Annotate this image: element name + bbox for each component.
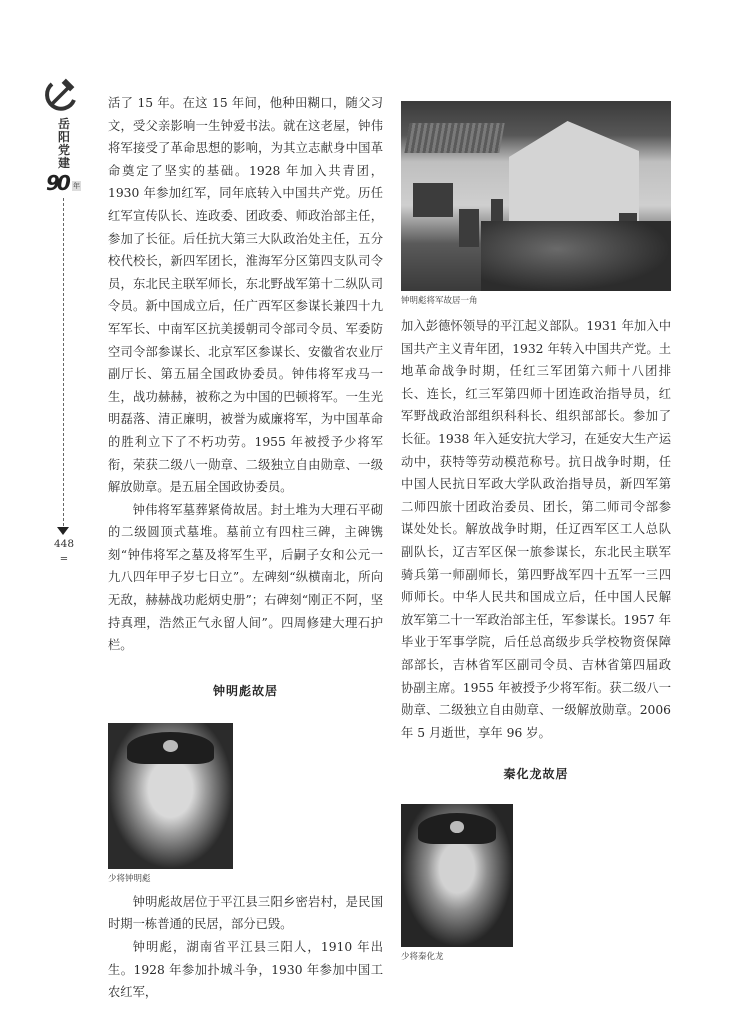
- right-column: [401, 101, 671, 963]
- paragraph-zhongwei-tomb: 钟伟将军墓葬紧倚故居。封土堆为大理石平砌的二级圆顶式墓堆。墓前立有四柱三碑，主碑镌刻“钟伟将军之墓及将军生平，后嗣子女和公元一九八四年甲子岁七日立”。左碑刻“纵横南北，所向无敌，赫赫战功彪炳史册”；右碑刻“刚正不阿，坚持真理，浩然正气永留人间”。四周修建大理石护栏。: [108, 502, 383, 653]
- page-number: 448: [53, 538, 75, 550]
- caption-portrait-zhongmingbiao: 少将钟明彪: [108, 873, 151, 884]
- sidebar-title-char: 岳: [57, 117, 70, 131]
- sidebar-title-char: 党: [57, 143, 70, 157]
- page-mark: =: [59, 554, 69, 565]
- sidebar-title-char: 阳: [57, 130, 70, 144]
- sidebar-title-char: 建: [57, 156, 70, 170]
- paragraph-zhongmingbiao-career: 加入彭德怀领导的平江起义部队。1931 年加入中国共产主义青年团，1932 年转入中国共产党。土地革命战争时期，任红三军团第六师十八团排长、连长，红三军第四师十团连政治指导员，红军野战政治部组织科科长、组织部部长。参加了长征。1938 年入延安抗大学习，在延安大生产运动中，获特等劳动模范称号。抗日战争时期，任中国人民抗日军政大学队政治指导员，新四军第二师四旅十团政治委员、团长，第二师司令部参谋处处长。解放战争时期，任辽西军区工人总队副队长，辽吉军区保一旅参谋长，东北民主联军骑兵第一师副师长，第四野战军四十五军一三四师师长。中华人民共和国成立后，任中国人民解放军第二十一军政治部主任，军参谋长。1957 年毕业于军事学院，后任总高级步兵学校物资保障部部长，吉林省军区副司令员、吉林省第四届政协副主席。1955 年被授予少将军衔。获二级八一勋章、二级独立自由勋章、一级解放勋章。2006 年 5 月逝世，享年 96 岁。: [401, 319, 671, 740]
- photo-house: [401, 101, 671, 291]
- caption-house: 钟明彪将军故居一角: [401, 296, 478, 306]
- portrait-zhongmingbiao: [108, 723, 233, 869]
- nian-label: 年: [73, 182, 80, 190]
- vegetation: [481, 221, 671, 291]
- dotted-divider: [63, 198, 64, 526]
- house-door: [459, 209, 479, 247]
- sidebar-title: [56, 118, 72, 170]
- arrow-down-icon: [57, 527, 69, 535]
- left-column: [108, 92, 383, 1004]
- paragraph-zhongwei-bio: 活了 15 年。在这 15 年间，他种田糊口，随父习文，受父亲影响一生钟爱书法。就在这老屋，钟伟将军接受了革命思想的影响，为其立志献身中国革命奠定了坚实的基础。1928 年加入共青团，1930 年参加红军，同年底转入中国共产党。历任红军宣传队长、连政委、团政委、师政治部主任，参加了长征。后任抗大第三大队政治处主任，五分校代校长，新四军团长，淮海军分区第四支队司令员，东北民主联军师长，东北野战军第十二纵队司令员。新中国成立后，任广西军区参谋长兼四十九军军长、中南军区抗美援朝司令部司令员、军委防空司令部参谋长、北京军区参谋长、安徽省农业厅副厅长、第五届全国政协委员。钟伟将军戎马一生，战功赫赫，被称之为中国的巴顿将军。一生光明磊落、清正廉明，被誉为威廉将军，为中国革命的胜利立下了不朽功劳。1955 年被授予少将军衔，荣获二级八一勋章、二级独立自由勋章、一级解放勋章。是五届全国政协委员。: [108, 96, 383, 495]
- caption-portrait-qinhualong: 少将秦化龙: [401, 952, 444, 963]
- paragraph-residence: 钟明彪故居位于平江县三阳乡密岩村，是民国时期一栋普通的民居，部分已毁。: [108, 894, 383, 932]
- cap-badge-icon: [163, 740, 178, 752]
- hammer-sickle-icon: [44, 78, 80, 114]
- portrait-qinhualong: [401, 804, 513, 947]
- section-heading-qinhualong: 秦化龙故居: [503, 767, 569, 782]
- house-window: [413, 183, 453, 217]
- sidebar: [38, 78, 90, 565]
- cap-badge-icon: [450, 821, 463, 832]
- section-heading-zhongmingbiao: 钟明彪故居: [212, 683, 278, 698]
- ninety-logo: 90: [46, 171, 68, 195]
- house-roof: [404, 123, 504, 153]
- paragraph-zhongmingbiao-bio: 钟明彪，湖南省平江县三阳人，1910 年出生。1928 年参加扑城斗争，1930 年参加中国工农红军，: [108, 940, 383, 1000]
